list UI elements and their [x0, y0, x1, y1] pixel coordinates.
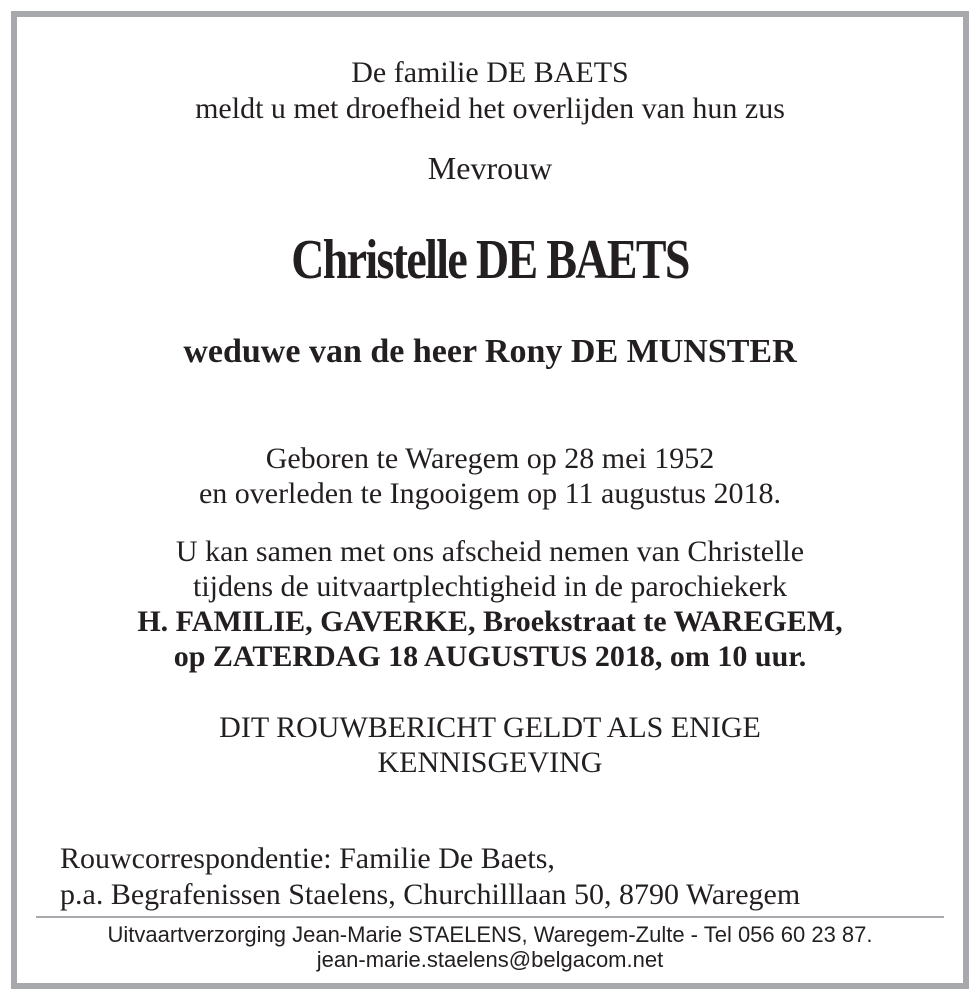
died-line: en overleden te Ingooigem op 11 augustus 2018.: [198, 477, 782, 510]
ceremony-datetime: op ZATERDAG 18 AUGUSTUS 2018, om 10 uur.: [173, 640, 807, 673]
born-line: Geboren te Waregem op 28 mei 1952: [265, 442, 715, 475]
farewell-line-1: U kan samen met ons afscheid nemen van Christelle: [175, 535, 805, 568]
widow-of-line: weduwe van de heer Rony DE MUNSTER: [183, 333, 797, 370]
ceremony-location: H. FAMILIE, GAVERKE, Broekstraat te WAREGEM,: [137, 605, 843, 638]
footer-divider: [36, 916, 944, 918]
intro-line-2: meldt u met droefheid het overlijden van hun zus: [195, 92, 785, 125]
honorific: Mevrouw: [427, 150, 553, 186]
sole-notice-line-1: DIT ROUWBERICHT GELDT ALS ENIGE: [219, 711, 761, 744]
correspondence-line-2: p.a. Begrafenissen Staelens, Churchilllaan 50, 8790 Waregem: [60, 878, 801, 911]
undertaker-email: jean-marie.staelens@belgacom.net: [316, 947, 664, 972]
undertaker-line: Uitvaartverzorging Jean-Marie STAELENS, Waregem-Zulte - Tel 056 60 23 87.: [107, 922, 873, 947]
intro-line-1: De familie DE BAETS: [351, 56, 629, 89]
farewell-line-2: tijdens de uitvaartplechtigheid in de parochiekerk: [193, 570, 787, 603]
sole-notice-line-2: KENNISGEVING: [377, 746, 603, 779]
correspondence-line-1: Rouwcorrespondentie: Familie De Baets,: [60, 842, 555, 875]
deceased-name: Christelle DE BAETS: [291, 229, 689, 291]
